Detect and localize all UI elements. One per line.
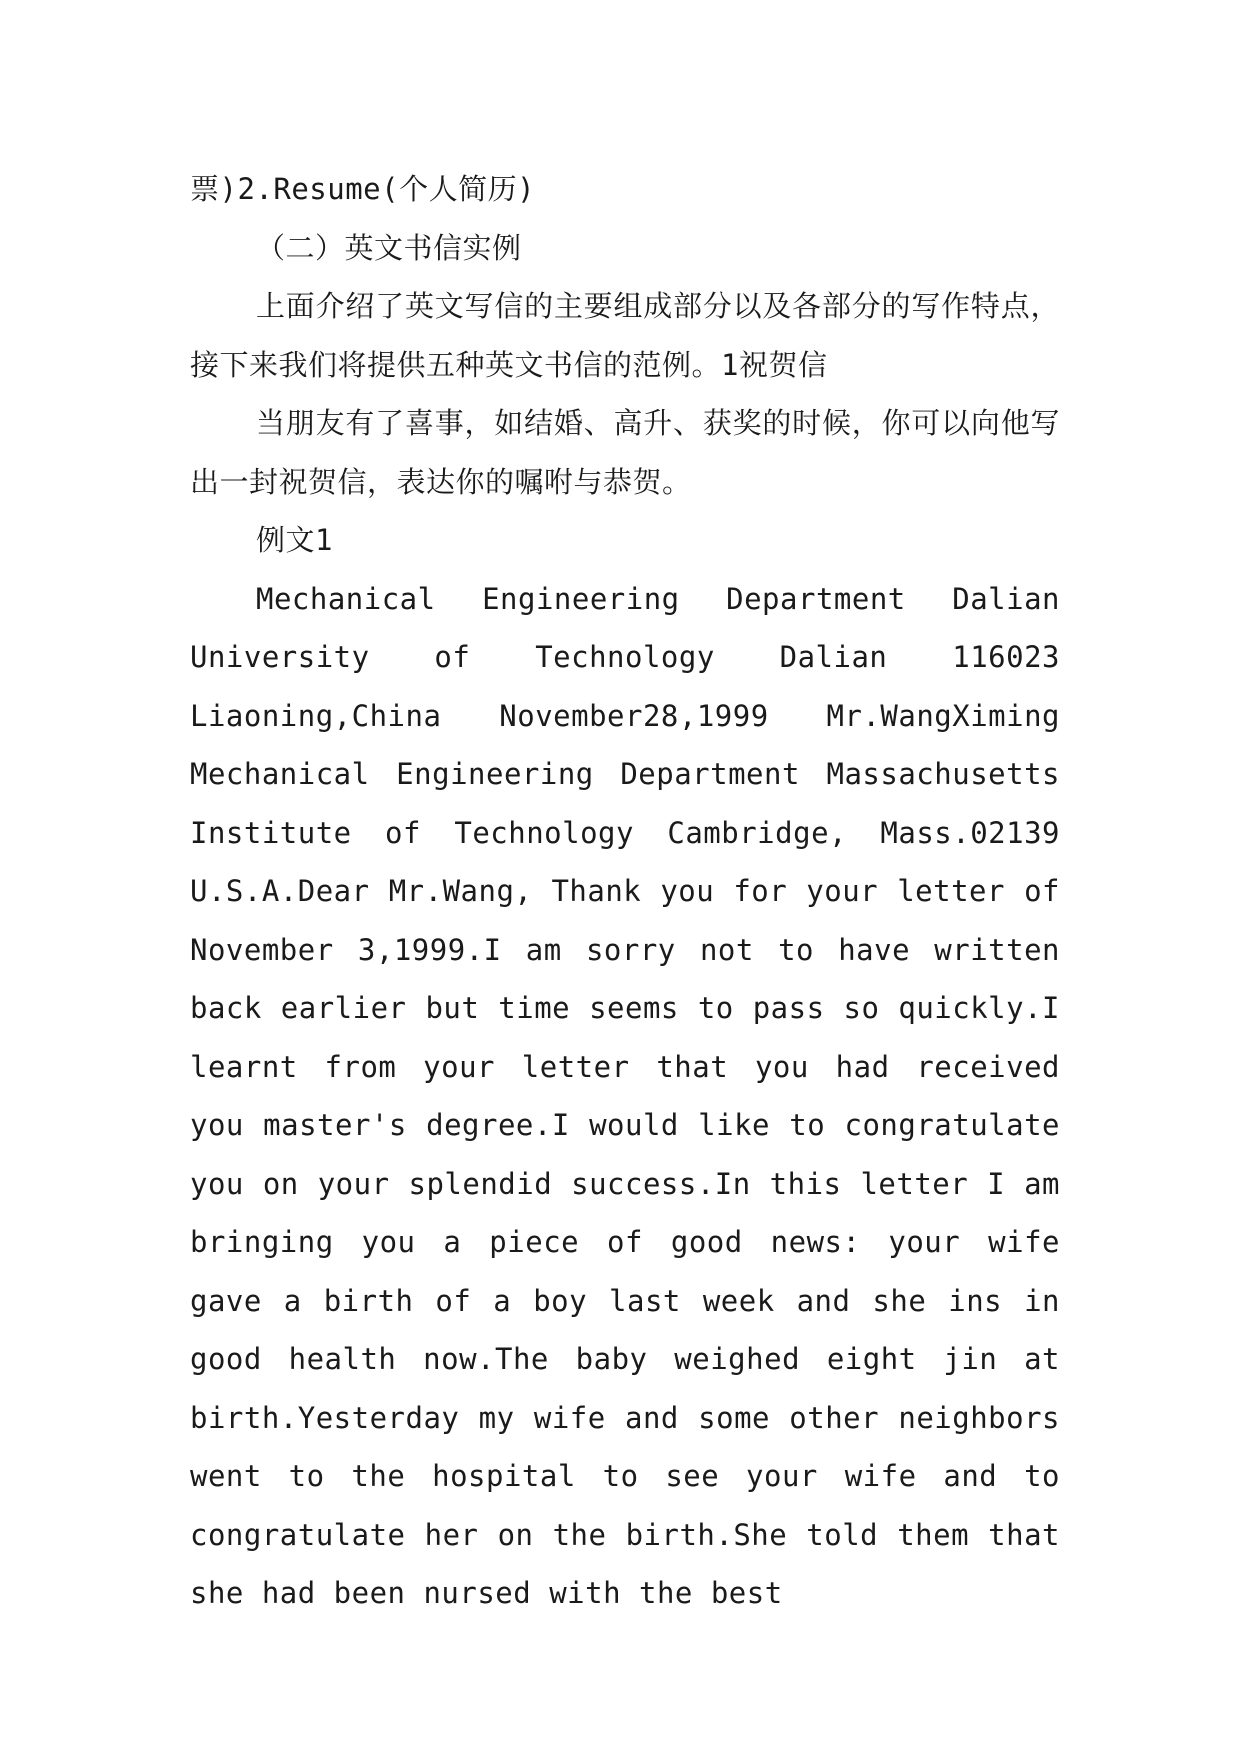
paragraph-congratulation-letter: 当朋友有了喜事，如结婚、高升、获奖的时候，你可以向他写出一封祝贺信，表达你的嘱咐与恭贺。 — [190, 406, 1060, 499]
paragraph-intro: 上面介绍了英文写信的主要组成部分以及各部分的写作特点，接下来我们将提供五种英文书信的范例。1祝贺信 — [190, 289, 1060, 382]
example-label: 例文1 — [256, 523, 333, 557]
document-page — [190, 160, 1060, 1623]
paragraph-resume-item: 票)2.Resume(个人简历) — [190, 172, 536, 206]
section-heading-letter-examples: （二）英文书信实例 — [256, 230, 522, 265]
example-letter-body: Mechanical Engineering Department Dalian University of Technology Dalian 116023 Liaoning,China November28,1999 Mr.WangXiming Mechanical Engineering Department Massachusetts Institute of Technology Cambridge, Mass.02139 U.S.A.Dear Mr.Wang, Thank you for your letter of November 3,1999.I am sorry not to have written back earlier but time seems to pass so quickly.I learnt from your letter that you had received you master's degree.I would like to congratulate you on your splendid success.In this letter I am bringing you a piece of good news: your wife gave a birth of a boy last week and she ins in good health now.The baby weighed eight jin at birth.Yesterday my wife and some other neighbors went to the hospital to see your wife and to congratulate her on the birth.She told them that she had been nursed with the best — [190, 581, 1060, 1610]
